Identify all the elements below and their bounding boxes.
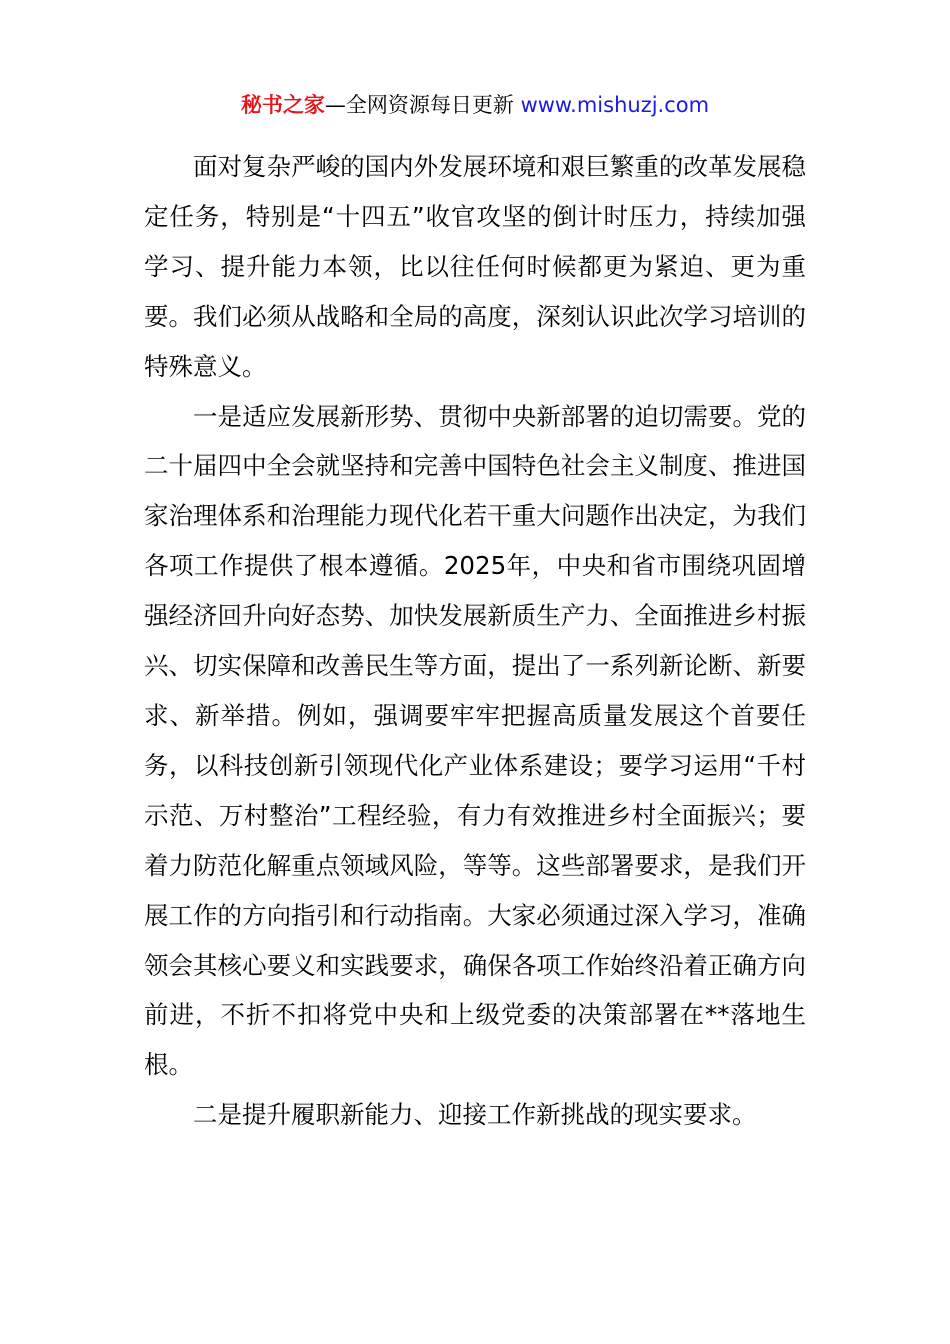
site-url-link[interactable]: www.mishuzj.com (520, 93, 710, 117)
site-tagline: —全网资源每日更新 (324, 93, 521, 117)
paragraph-point-one: 一是适应发展新形势、贯彻中央新部署的迫切需要。党的二十届四中全会就坚持和完善中国特色社会主义制度、推进国家治理体系和治理能力现代化若干重大问题作出决定，为我们各项工作提供了根本遵循。2025年，中央和省市围绕巩固增强经济回升向好态势、加快发展新质生产力、全面推进乡村振兴、切实保障和改善民生等方面，提出了一系列新论断、新要求、新举措。例如，强调要牢牢把握高质量发展这个首要任务，以科技创新引领现代化产业体系建设；要学习运用“千村示范、万村整治”工程经验，有力有效推进乡村全面振兴；要着力防范化解重点领域风险，等等。这些部署要求，是我们开展工作的方向指引和行动指南。大家必须通过深入学习，准确领会其核心要义和实践要求，确保各项工作始终沿着正确方向前进，不折不扣将党中央和上级党委的决策部署在**落地生根。 (144, 401, 806, 1080)
document-body (144, 142, 806, 1140)
site-header (0, 88, 950, 122)
site-brand: 秘书之家 (240, 93, 325, 117)
paragraph-intro: 面对复杂严峻的国内外发展环境和艰巨繁重的改革发展稳定任务，特别是“十四五”收官攻坚的倒计时压力，持续加强学习、提升能力本领，比以往任何时候都更为紧迫、更为重要。我们必须从战略和全局的高度，深刻认识此次学习培训的特殊意义。 (144, 152, 806, 381)
paragraph-point-two: 二是提升履职新能力、迎接工作新挑战的现实要求。 (193, 1100, 757, 1130)
